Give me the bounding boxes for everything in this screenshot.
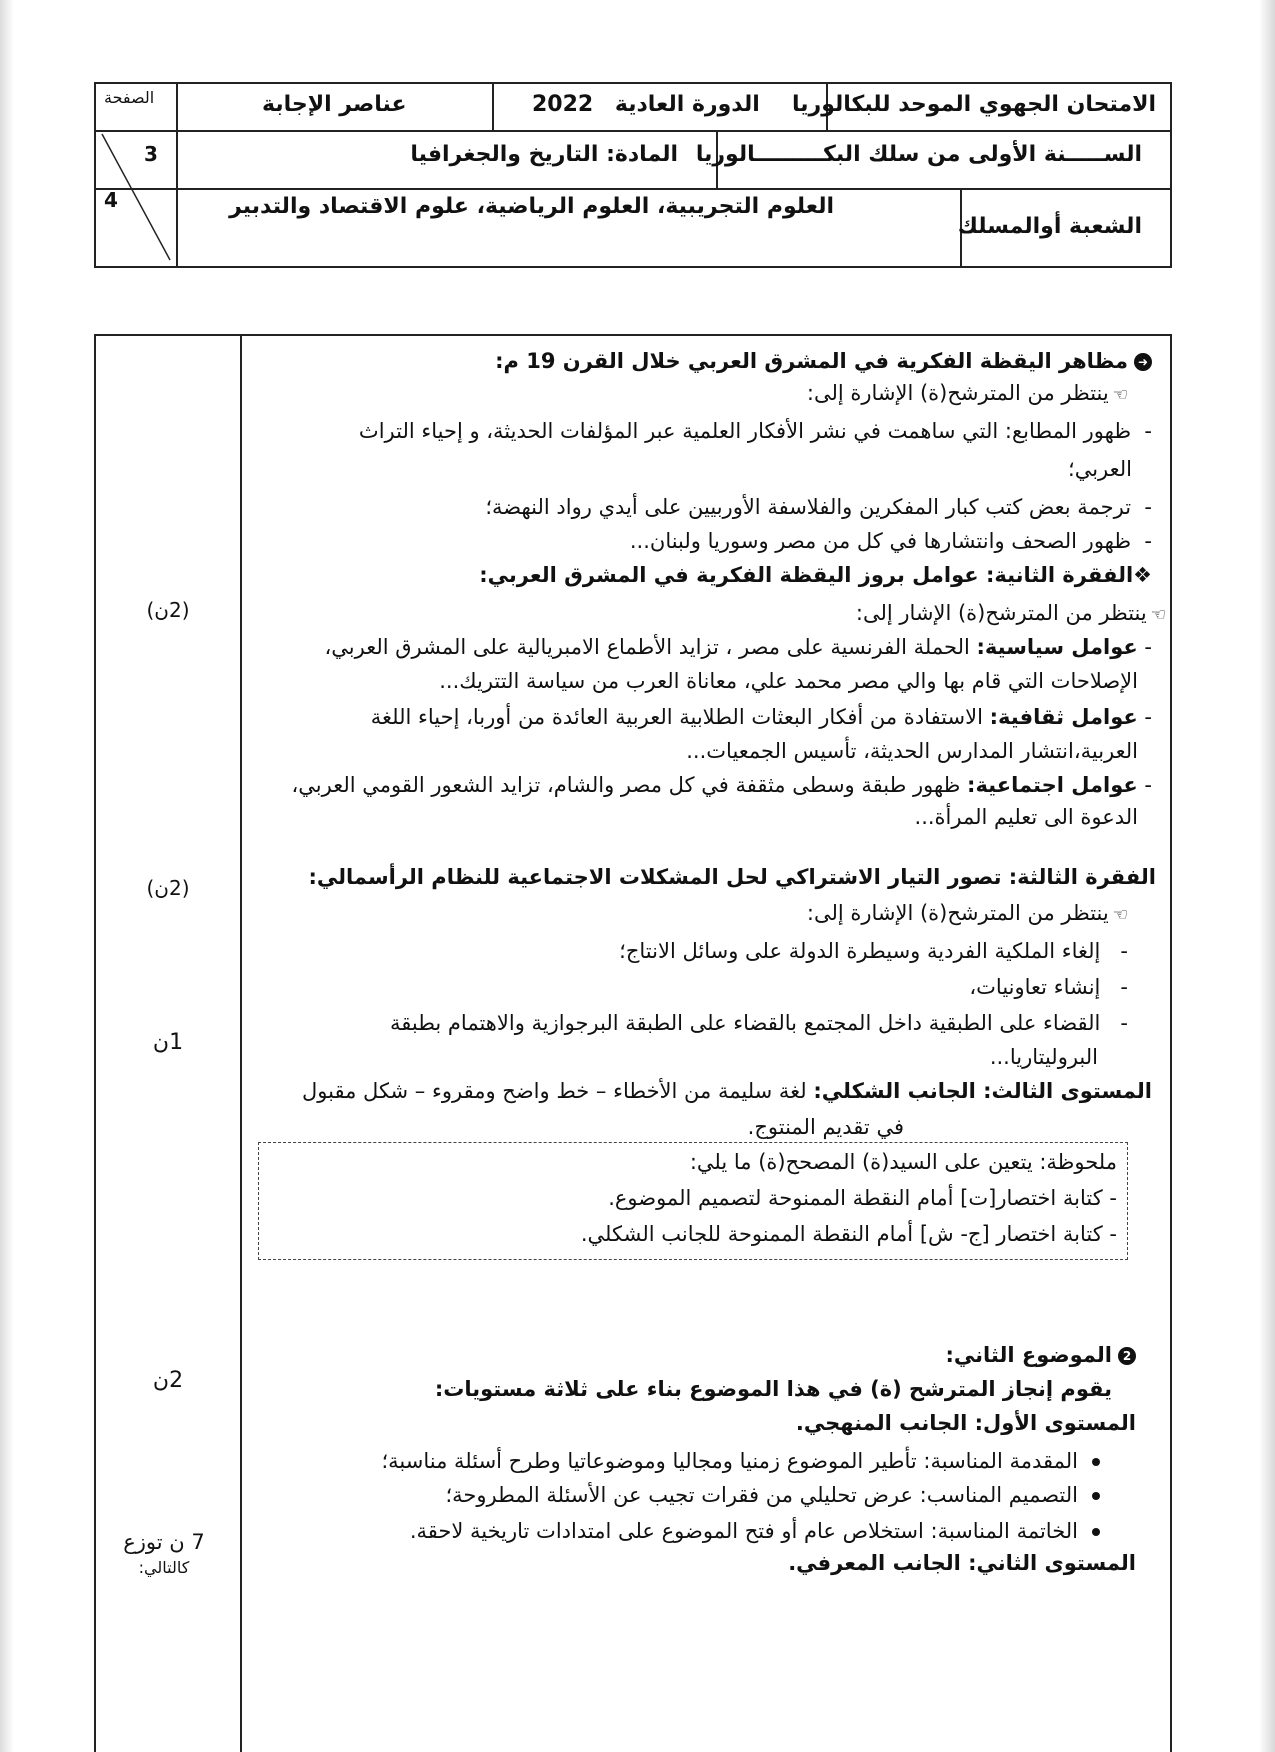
section3-item1: إلغاء الملكية الفردية وسيطرة الدولة على وسائل الانتاج؛: [619, 939, 1101, 963]
section3-item3-line: - القضاء على الطبقية داخل المجتمع بالقضاء على الطبقة البرجوازية والاهتمام بطبقة: [389, 1011, 1128, 1035]
pointing-hand-icon: ☜: [1150, 605, 1166, 625]
section3-intro: ينتظر من المترشح(ة) الإشارة إلى:: [806, 901, 1109, 925]
topic2-block: [244, 1334, 1136, 1634]
points-column-divider: [240, 336, 242, 1752]
section3-item3-a: القضاء على الطبقية داخل المجتمع بالقضاء على الطبقة البرجوازية والاهتمام بطبقة: [389, 1011, 1101, 1035]
section3-item1-line: - إلغاء الملكية الفردية وسيطرة الدولة على وسائل الانتاج؛: [619, 939, 1128, 963]
topic2-heading-line: [945, 1340, 1136, 1370]
points-level3: 1ن: [152, 1030, 184, 1055]
points-section3: (2ن): [146, 876, 190, 900]
section1-item1-a: ظهور المطابع: التي ساهمت في نشر الأفكار العلمية عبر المؤلفات الحديثة، و إحياء التراث: [358, 419, 1132, 443]
session-label: [532, 92, 760, 117]
bullet-icon: [1092, 1458, 1100, 1466]
subject-label: المادة: التاريخ والجغرافيا: [410, 142, 678, 167]
section1-item3: ظهور الصحف وانتشارها في كل من مصر وسوريا ولبنان...: [629, 529, 1132, 553]
section2-political-line: - عوامل سياسية: الحملة الفرنسية على مصر ، تزايد الأطماع الامبريالية على المشرق العربي،: [324, 635, 1152, 659]
cultural-factors-a: الاستفادة من أفكار البعثات الطلابية العربية العائدة من أوربا، إحياء اللغة: [370, 705, 983, 729]
topic2-bullet1: المقدمة المناسبة: تأطير الموضوع زمنيا ومجاليا وموضوعاتيا وطرح أسئلة مناسبة؛: [381, 1449, 1078, 1473]
topic2-bullet2: التصميم المناسب: عرض تحليلي من فقرات تجيب عن الأسئلة المطروحة؛: [445, 1483, 1078, 1507]
note-line1: ملحوظة: يتعين على السيد(ة) المصحح(ة) ما يلي:: [689, 1150, 1117, 1174]
level3-line: [302, 1076, 1152, 1106]
bullet-icon: [1092, 1492, 1100, 1500]
section3-item2: إنشاء تعاونيات،: [969, 975, 1101, 999]
social-factors-b: الدعوة الى تعليم المرأة...: [914, 805, 1138, 829]
section1-heading: مظاهر اليقظة الفكرية في المشرق العربي خلال القرن 19 م:: [495, 349, 1128, 373]
section2-heading: الفقرة الثانية: عوامل بروز اليقظة الفكرية في المشرق العربي:: [479, 563, 1134, 587]
exam-title: الامتحان الجهوي الموحد للبكالوريا: [792, 92, 1156, 117]
topic2-bullet3: الخاتمة المناسبة: استخلاص عام أو فتح الموضوع على امتدادات تاريخية لاحقة.: [409, 1519, 1078, 1543]
session-text: الدورة العادية: [614, 92, 760, 117]
page-label: الصفحة: [104, 88, 155, 107]
social-factors-a: ظهور طبقة وسطى مثقفة في كل مصر والشام، تزايد الشعور القومي العربي،: [291, 773, 961, 797]
arrow-circle-icon: ➜: [1134, 353, 1152, 371]
page-current: 3: [144, 142, 158, 166]
topic2-bullet3-line: [410, 1516, 1100, 1546]
section3-item2-line: - إنشاء تعاونيات،: [969, 975, 1128, 999]
points-topic2-c: كالتالي:: [138, 1558, 190, 1577]
points-section2: (2ن): [146, 598, 190, 622]
branch-label: الشعبة أوالمسلك: [957, 214, 1142, 239]
section1-item3-line: - ظهور الصحف وانتشارها في كل من مصر وسوريا ولبنان...: [629, 529, 1152, 553]
level3-text-a: لغة سليمة من الأخطاء – خط واضح ومقروء – شكل مقبول: [302, 1079, 807, 1103]
page-total: 4: [104, 188, 118, 212]
session-year: 2022: [532, 92, 594, 117]
section1-intro: ينتظر من المترشح(ة) الإشارة إلى:: [806, 381, 1109, 405]
topic2-bullet1-line: [382, 1446, 1101, 1476]
points-topic2-b: 7 ن توزع: [123, 1530, 205, 1554]
level3-label: المستوى الثالث: الجانب الشكلي:: [813, 1079, 1152, 1103]
political-factors-a: الحملة الفرنسية على مصر ، تزايد الأطماع الامبريالية على المشرق العربي،: [324, 635, 970, 659]
topic2-level2: المستوى الثاني: الجانب المعرفي.: [788, 1551, 1136, 1575]
note-line2: - كتابة اختصار[ت] أمام النقطة الممنوحة لتصميم الموضوع.: [608, 1186, 1117, 1210]
bullet-icon: [1092, 1528, 1100, 1536]
topic2-level1: المستوى الأول: الجانب المنهجي.: [795, 1411, 1136, 1435]
section1-item1-line: - ظهور المطابع: التي ساهمت في نشر الأفكار العلمية عبر المؤلفات الحديثة، و إحياء التراث: [358, 419, 1152, 443]
cultural-factors-label: عوامل ثقافية:: [989, 705, 1138, 729]
number-2-circle-icon: 2: [1118, 1347, 1136, 1365]
topic2-bullet2-line: [445, 1480, 1100, 1510]
section2-heading-line: ❖الفقرة الثانية: عوامل بروز اليقظة الفكرية في المشرق العربي:: [479, 563, 1152, 587]
pointing-hand-icon: ☜: [1112, 385, 1128, 405]
topic2-heading: الموضوع الثاني:: [945, 1343, 1112, 1367]
level3-text-b: في تقديم المنتوج.: [747, 1115, 904, 1139]
section1-item2: ترجمة بعض كتب كبار المفكرين والفلاسفة الأوربيين على أيدي رواد النهضة؛: [485, 495, 1132, 519]
political-factors-label: عوامل سياسية:: [976, 635, 1138, 659]
topic2-intro: يقوم إنجاز المترشح (ة) في هذا الموضوع بناء على ثلاثة مستويات:: [434, 1377, 1112, 1401]
section1-item2-line: - ترجمة بعض كتب كبار المفكرين والفلاسفة الأوربيين على أيدي رواد النهضة؛: [485, 495, 1152, 519]
answer-elements-title: عناصر الإجابة: [262, 92, 407, 117]
section1-item1-b: العربي؛: [1068, 457, 1132, 481]
section3-heading: الفقرة الثالثة: تصور التيار الاشتراكي لحل المشكلات الاجتماعية للنظام الرأسمالي:: [308, 865, 1156, 889]
points-topic2-a: 2ن: [152, 1368, 184, 1393]
section1-intro-line: [807, 378, 1128, 410]
pointing-hand-icon: ☜: [1112, 905, 1128, 925]
branch-value: العلوم التجريبية، العلوم الرياضية، علوم الاقتصاد والتدبير: [229, 194, 834, 219]
cultural-factors-b: العربية،انتشار المدارس الحديثة، تأسيس الجمعيات...: [686, 739, 1138, 763]
section2-intro-line: [856, 598, 1166, 630]
section2-intro: ينتظر من المترشح(ة) الإشار إلى:: [855, 601, 1147, 625]
level-label: الســـــنة الأولى من سلك البكـــــــــالوريا: [695, 142, 1142, 167]
note-line3: - كتابة اختصار [ج- ش] أمام النقطة الممنوحة للجانب الشكلي.: [580, 1222, 1117, 1246]
political-factors-b: الإصلاحات التي قام بها والي مصر محمد علي، معاناة العرب من سياسة التتريك...: [439, 669, 1138, 693]
section2-social-line: - عوامل اجتماعية: ظهور طبقة وسطى مثقفة في كل مصر والشام، تزايد الشعور القومي العربي،: [291, 773, 1152, 797]
section3-item3-b: البروليتاريا...: [989, 1045, 1098, 1069]
section2-cultural-line: - عوامل ثقافية: الاستفادة من أفكار البعثات الطلابية العربية العائدة من أوربا، إحياء اللغة: [370, 705, 1152, 729]
section3-intro-line: [807, 898, 1128, 930]
social-factors-label: عوامل اجتماعية:: [967, 773, 1138, 797]
corrector-note-box: [258, 1142, 1128, 1260]
exam-header-table: [94, 82, 1172, 268]
section1-heading-line: [495, 346, 1152, 376]
